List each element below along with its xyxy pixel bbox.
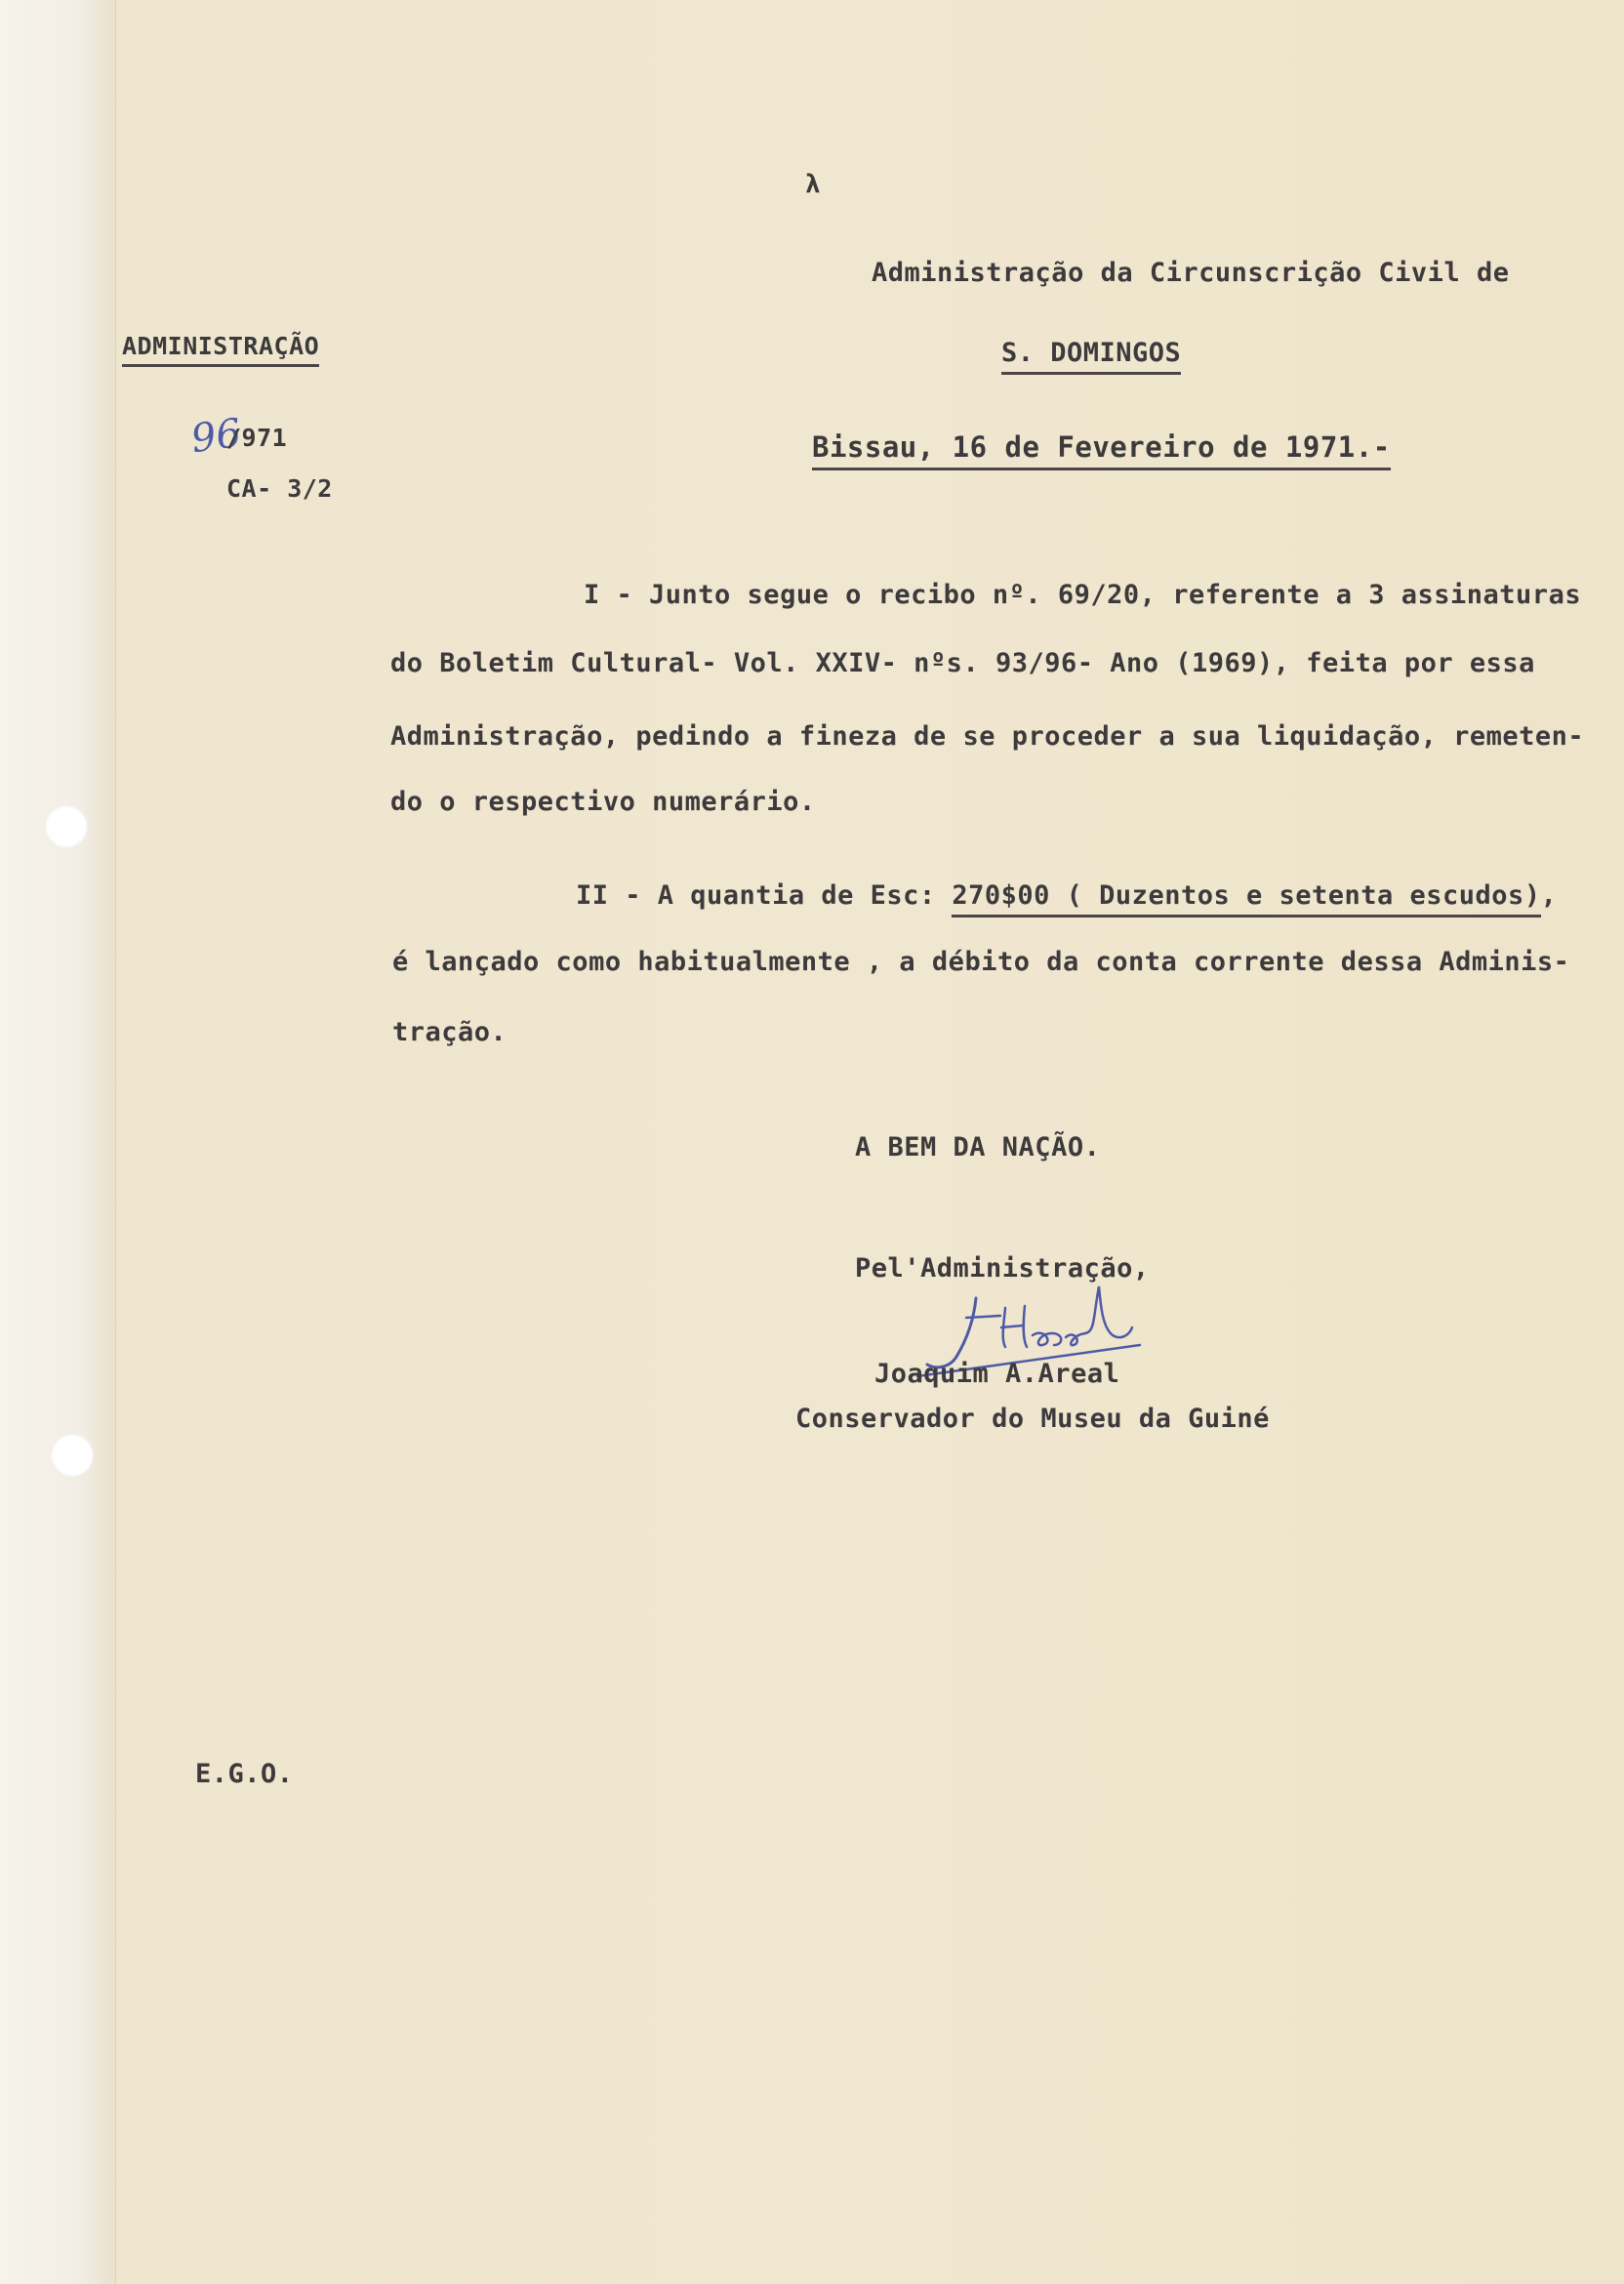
footer-initials: E.G.O. bbox=[195, 1759, 294, 1789]
punch-hole-icon bbox=[51, 1434, 94, 1477]
header-line-2 bbox=[1001, 340, 1181, 366]
department-text: ADMINISTRAÇÃO bbox=[122, 332, 319, 367]
header-place: S. DOMINGOS bbox=[1001, 338, 1181, 375]
punch-hole-icon bbox=[45, 805, 88, 848]
signatory-title: Conservador do Museu da Guiné bbox=[795, 1404, 1270, 1434]
department-label bbox=[122, 334, 319, 358]
paragraph-2-suffix: , bbox=[1540, 880, 1558, 911]
reference-year: /971 bbox=[226, 424, 288, 452]
paragraph-2-line-2: é lançado como habitualmente , a débito da conta corrente dessa Adminis- bbox=[392, 947, 1570, 977]
header-date bbox=[812, 430, 1391, 464]
paragraph-1-line-1: I - Junto segue o recibo nº. 69/20, referente a 3 assinaturas bbox=[584, 580, 1582, 610]
paragraph-1-line-3: Administração, pedindo a fineza de se proceder a sua liquidação, remeten- bbox=[390, 721, 1585, 752]
paragraph-1-line-2: do Boletim Cultural- Vol. XXIV- nºs. 93/96- Ano (1969), feita por essa bbox=[390, 648, 1535, 678]
paragraph-2-line-3: tração. bbox=[392, 1017, 508, 1047]
reference-code: CA- 3/2 bbox=[226, 474, 333, 503]
header-line-1: Administração da Circunscrição Civil de bbox=[872, 258, 1510, 288]
signatory-name: Joaquim A.Areal bbox=[874, 1359, 1120, 1389]
top-mark: λ bbox=[805, 170, 822, 199]
signoff-line: Pel'Administração, bbox=[855, 1253, 1150, 1284]
handwritten-number: 96 bbox=[188, 410, 244, 463]
closing-salutation: A BEM DA NAÇÃO. bbox=[855, 1132, 1101, 1162]
paragraph-1-line-4: do o respectivo numerário. bbox=[390, 787, 816, 817]
paragraph-2-prefix: II - A quantia de Esc: bbox=[576, 880, 953, 911]
paragraph-2-line-1 bbox=[576, 882, 1557, 909]
header-date-text: Bissau, 16 de Fevereiro de 1971.- bbox=[812, 430, 1391, 470]
paragraph-2-amount: 270$00 ( Duzentos e setenta escudos) bbox=[952, 880, 1540, 918]
paper-fold-strip bbox=[0, 0, 116, 2284]
